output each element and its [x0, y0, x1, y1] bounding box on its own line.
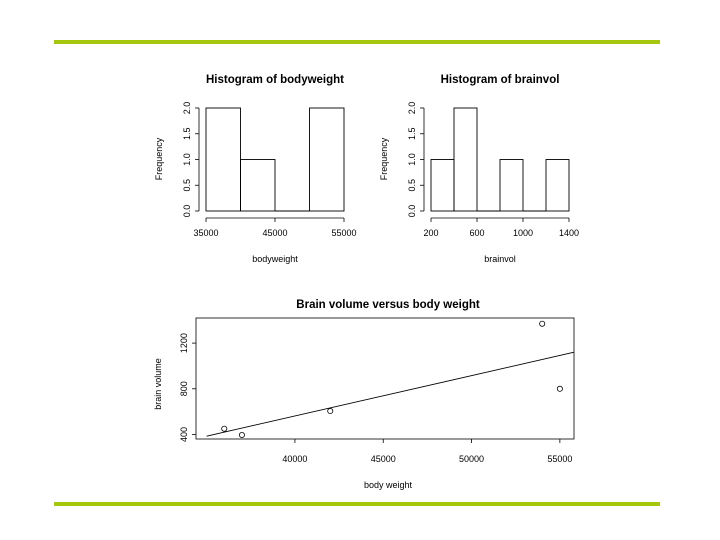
scatter-xtick-label-0: 40000 [282, 454, 308, 464]
scatter-ylabel: brain volume [153, 358, 163, 410]
hist1-bar-3 [310, 108, 345, 211]
hist2-bar-0 [431, 160, 454, 212]
hist2-ylabel: Frequency [379, 137, 389, 181]
scatter-brain-vs-body [153, 299, 574, 490]
hist2-xlabel: brainvol [484, 254, 516, 264]
hist1-title: Histogram of bodyweight [206, 74, 344, 86]
hist2-bar-1 [454, 108, 477, 211]
scatter-plot-box [196, 318, 574, 439]
scatter-point-2 [328, 408, 333, 413]
hist1-xlabel: bodyweight [252, 254, 298, 264]
scatter-point-1 [239, 432, 244, 437]
scatter-regression-line [207, 352, 574, 436]
histogram-brainvol [379, 74, 579, 264]
hist1-bar-0 [206, 108, 241, 211]
scatter-xlabel: body weight [363, 480, 413, 490]
hist1-ytick-label-4: 2.0 [182, 101, 192, 115]
hist2-xtick-label-0: 200 [423, 228, 439, 238]
hist2-xtick-label-2: 1000 [512, 228, 534, 238]
hist2-bar-5 [546, 160, 569, 212]
hist1-xtick-label-0: 35000 [193, 228, 219, 238]
scatter-ytick-label-2: 1200 [179, 333, 189, 354]
hist2-ytick-label-3: 1.5 [407, 127, 417, 141]
histogram-bodyweight [154, 74, 357, 264]
scatter-ytick-label-1: 800 [179, 381, 189, 397]
hist2-ytick-label-4: 2.0 [407, 101, 417, 115]
scatter-xtick-label-1: 45000 [370, 454, 396, 464]
scatter-xtick-label-3: 55000 [547, 454, 573, 464]
scatter-point-4 [557, 386, 562, 391]
scatter-ytick-label-0: 400 [179, 426, 189, 442]
scatter-point-0 [222, 426, 227, 431]
hist1-xtick-label-2: 55000 [331, 228, 357, 238]
scatter-xtick-label-2: 50000 [459, 454, 485, 464]
hist2-xtick-label-3: 1400 [558, 228, 580, 238]
hist2-ytick-label-0: 0.0 [407, 204, 417, 218]
hist2-title: Histogram of brainvol [440, 74, 560, 86]
hist1-xtick-label-1: 45000 [262, 228, 288, 238]
hist1-ytick-label-3: 1.5 [182, 127, 192, 141]
scatter-title: Brain volume versus body weight [296, 299, 480, 311]
hist1-ylabel: Frequency [154, 137, 164, 181]
hist2-ytick-label-2: 1.0 [407, 153, 417, 166]
hist2-xtick-label-1: 600 [469, 228, 485, 238]
hist2-ytick-label-1: 0.5 [407, 178, 417, 192]
hist1-ytick-label-0: 0.0 [182, 204, 192, 218]
hist1-ytick-label-1: 0.5 [182, 178, 192, 192]
hist1-bar-1 [241, 160, 276, 212]
scatter-point-3 [540, 321, 545, 326]
hist2-bar-3 [500, 160, 523, 212]
hist1-ytick-label-2: 1.0 [182, 153, 192, 166]
